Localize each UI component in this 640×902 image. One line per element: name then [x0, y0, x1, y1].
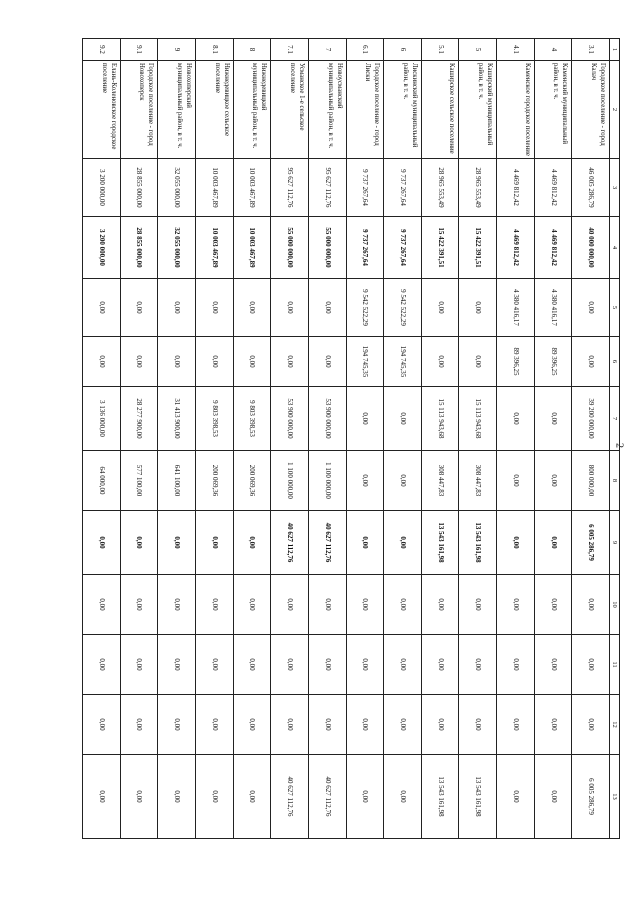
amount-cell: 28 965 553,49 — [421, 159, 459, 217]
amount-cell: 40 627 112,76 — [308, 755, 346, 839]
amount-cell: 0,00 — [271, 635, 309, 695]
amount-cell: 28 965 553,49 — [459, 159, 497, 217]
row-number-cell: 9 — [158, 39, 196, 61]
amount-cell: 0,00 — [83, 575, 121, 635]
table-row — [459, 39, 497, 839]
amount-cell: 0,00 — [308, 337, 346, 387]
amount-cell: 0,00 — [233, 337, 271, 387]
amount-cell: 0,00 — [233, 511, 271, 575]
amount-cell: 0,00 — [384, 387, 422, 451]
amount-cell: 0,00 — [158, 755, 196, 839]
amount-cell: 0,00 — [421, 575, 459, 635]
row-number-cell: 6 — [384, 39, 422, 61]
municipality-name-cell: Каменский муниципальный район, в т. ч. — [534, 61, 572, 159]
table-row — [534, 39, 572, 839]
amount-cell: 0,00 — [233, 635, 271, 695]
amount-cell: 4 380 416,17 — [497, 279, 535, 337]
amount-cell: 4 469 812,42 — [497, 217, 535, 279]
amount-cell: 0,00 — [384, 695, 422, 755]
amount-cell: 0,00 — [346, 575, 384, 635]
amount-cell: 10 003 467,89 — [195, 217, 233, 279]
amount-cell: 0,00 — [572, 279, 610, 337]
amount-cell: 6 005 286,79 — [572, 511, 610, 575]
amount-cell: 1 100 000,00 — [308, 451, 346, 511]
amount-cell: 0,00 — [497, 451, 535, 511]
budget-table — [82, 38, 620, 839]
amount-cell: 0,00 — [384, 451, 422, 511]
amount-cell: 40 627 112,76 — [308, 511, 346, 575]
amount-cell: 0,00 — [572, 337, 610, 387]
amount-cell: 0,00 — [195, 279, 233, 337]
amount-cell: 0,00 — [271, 695, 309, 755]
amount-cell: 55 000 000,00 — [271, 217, 309, 279]
column-header: 13 — [610, 755, 620, 839]
amount-cell: 0,00 — [346, 511, 384, 575]
amount-cell: 0,00 — [158, 337, 196, 387]
column-header: 8 — [610, 451, 620, 511]
municipality-name-cell: Городское поселение - город Новохоперск — [120, 61, 158, 159]
amount-cell: 0,00 — [158, 575, 196, 635]
amount-cell: 0,00 — [233, 695, 271, 755]
table-body — [83, 39, 610, 839]
municipality-name-cell: Каменское городское поселение — [497, 61, 535, 159]
amount-cell: 0,00 — [534, 387, 572, 451]
municipality-name-cell: Городское поселение - город Лиски — [346, 61, 384, 159]
amount-cell: 28 855 000,00 — [120, 159, 158, 217]
table-row — [158, 39, 196, 839]
amount-cell: 0,00 — [534, 755, 572, 839]
amount-cell: 28 277 900,00 — [120, 387, 158, 451]
amount-cell: 0,00 — [384, 755, 422, 839]
amount-cell: 0,00 — [120, 755, 158, 839]
amount-cell: 0,00 — [459, 695, 497, 755]
amount-cell: 10 003 467,89 — [233, 159, 271, 217]
row-number-cell: 8 — [233, 39, 271, 61]
amount-cell: 0,00 — [572, 575, 610, 635]
amount-cell: 10 003 467,89 — [233, 217, 271, 279]
amount-cell: 40 000 000,00 — [572, 217, 610, 279]
amount-cell: 31 413 900,00 — [158, 387, 196, 451]
header-row — [610, 39, 620, 839]
amount-cell: 55 000 000,00 — [308, 217, 346, 279]
amount-cell: 0,00 — [497, 387, 535, 451]
amount-cell: 15 422 391,51 — [421, 217, 459, 279]
amount-cell: 0,00 — [534, 451, 572, 511]
amount-cell: 0,00 — [83, 511, 121, 575]
amount-cell: 0,00 — [120, 635, 158, 695]
amount-cell: 3 136 000,00 — [83, 387, 121, 451]
row-number-cell: 4 — [534, 39, 572, 61]
municipality-name-cell: Нижнедевицкое сельское поселение — [195, 61, 233, 159]
table-row — [308, 39, 346, 839]
amount-cell: 0,00 — [346, 387, 384, 451]
column-header: 7 — [610, 387, 620, 451]
amount-cell: 0,00 — [158, 279, 196, 337]
amount-cell: 308 447,83 — [421, 451, 459, 511]
amount-cell: 9 803 398,53 — [233, 387, 271, 451]
column-header: 10 — [610, 575, 620, 635]
amount-cell: 0,00 — [120, 575, 158, 635]
amount-cell: 0,00 — [271, 279, 309, 337]
amount-cell: 0,00 — [195, 511, 233, 575]
amount-cell: 1 100 000,00 — [271, 451, 309, 511]
amount-cell: 0,00 — [158, 695, 196, 755]
table-row — [233, 39, 271, 839]
amount-cell: 0,00 — [497, 575, 535, 635]
table-row — [497, 39, 535, 839]
amount-cell: 4 469 812,42 — [534, 217, 572, 279]
row-number-cell: 3.1 — [572, 39, 610, 61]
amount-cell: 0,00 — [459, 635, 497, 695]
amount-cell: 0,00 — [308, 575, 346, 635]
amount-cell: 13 543 161,98 — [459, 511, 497, 575]
amount-cell: 13 543 161,98 — [421, 755, 459, 839]
amount-cell: 0,00 — [421, 695, 459, 755]
municipality-name-cell: Каширский муниципальный район, в т. ч. — [459, 61, 497, 159]
amount-cell: 6 005 286,79 — [572, 755, 610, 839]
amount-cell: 3 200 000,00 — [83, 217, 121, 279]
amount-cell: 0,00 — [195, 635, 233, 695]
column-header: 12 — [610, 695, 620, 755]
amount-cell: 0,00 — [497, 635, 535, 695]
amount-cell: 0,00 — [459, 575, 497, 635]
amount-cell: 0,00 — [195, 575, 233, 635]
amount-cell: 89 396,25 — [534, 337, 572, 387]
amount-cell: 0,00 — [572, 635, 610, 695]
amount-cell: 28 855 000,00 — [120, 217, 158, 279]
amount-cell: 40 627 112,76 — [271, 755, 309, 839]
amount-cell: 0,00 — [83, 337, 121, 387]
amount-cell: 0,00 — [233, 755, 271, 839]
amount-cell: 0,00 — [83, 279, 121, 337]
amount-cell: 0,00 — [308, 279, 346, 337]
amount-cell: 0,00 — [572, 695, 610, 755]
amount-cell: 0,00 — [497, 695, 535, 755]
amount-cell: 95 627 112,76 — [308, 159, 346, 217]
amount-cell: 32 055 000,00 — [158, 217, 196, 279]
amount-cell: 800 000,00 — [572, 451, 610, 511]
amount-cell: 0,00 — [271, 337, 309, 387]
amount-cell: 39 200 000,00 — [572, 387, 610, 451]
amount-cell: 0,00 — [346, 755, 384, 839]
amount-cell: 0,00 — [459, 279, 497, 337]
amount-cell: 15 113 943,68 — [421, 387, 459, 451]
amount-cell: 0,00 — [83, 635, 121, 695]
amount-cell: 95 627 112,76 — [271, 159, 309, 217]
table-row — [120, 39, 158, 839]
amount-cell: 13 543 161,98 — [459, 755, 497, 839]
amount-cell: 0,00 — [421, 635, 459, 695]
municipality-name-cell: Новохоперский муниципальный район, в т. ч. — [158, 61, 196, 159]
amount-cell: 0,00 — [120, 337, 158, 387]
page-number: 2 — [613, 443, 625, 448]
row-number-cell: 5 — [459, 39, 497, 61]
row-number-cell: 4.1 — [497, 39, 535, 61]
amount-cell: 89 396,25 — [497, 337, 535, 387]
amount-cell: 0,00 — [421, 279, 459, 337]
column-header: 4 — [610, 217, 620, 279]
table-row — [572, 39, 610, 839]
amount-cell: 194 745,35 — [384, 337, 422, 387]
amount-cell: 10 003 467,89 — [195, 159, 233, 217]
column-header: 1 — [610, 39, 620, 61]
amount-cell: 15 422 391,51 — [459, 217, 497, 279]
amount-cell: 0,00 — [158, 635, 196, 695]
table-row — [195, 39, 233, 839]
amount-cell: 64 000,00 — [83, 451, 121, 511]
amount-cell: 9 737 267,64 — [346, 217, 384, 279]
amount-cell: 53 900 000,00 — [271, 387, 309, 451]
amount-cell: 0,00 — [158, 511, 196, 575]
amount-cell: 0,00 — [120, 511, 158, 575]
amount-cell: 9 803 398,53 — [195, 387, 233, 451]
amount-cell: 0,00 — [83, 695, 121, 755]
table-row — [346, 39, 384, 839]
municipality-name-cell: Усманское 1-е сельское поселение — [271, 61, 309, 159]
budget-table-rotated — [82, 38, 620, 838]
amount-cell: 4 469 812,42 — [534, 159, 572, 217]
amount-cell: 194 745,35 — [346, 337, 384, 387]
row-number-cell: 5.1 — [421, 39, 459, 61]
amount-cell: 9 542 522,29 — [384, 279, 422, 337]
municipality-name-cell: Новоусманский муниципальный район, в т. ч. — [308, 61, 346, 159]
amount-cell: 0,00 — [233, 575, 271, 635]
row-number-cell: 7.1 — [271, 39, 309, 61]
amount-cell: 0,00 — [346, 695, 384, 755]
amount-cell: 4 380 416,17 — [534, 279, 572, 337]
column-header: 11 — [610, 635, 620, 695]
amount-cell: 0,00 — [534, 511, 572, 575]
amount-cell: 0,00 — [384, 575, 422, 635]
municipality-name-cell: Городское поселение - город Калач — [572, 61, 610, 159]
amount-cell: 9 542 522,29 — [346, 279, 384, 337]
amount-cell: 0,00 — [534, 695, 572, 755]
amount-cell: 13 543 161,98 — [421, 511, 459, 575]
amount-cell: 200 069,36 — [195, 451, 233, 511]
amount-cell: 0,00 — [83, 755, 121, 839]
column-header: 9 — [610, 511, 620, 575]
amount-cell: 0,00 — [384, 511, 422, 575]
amount-cell: 32 055 000,00 — [158, 159, 196, 217]
amount-cell: 0,00 — [384, 635, 422, 695]
amount-cell: 0,00 — [195, 755, 233, 839]
amount-cell: 0,00 — [195, 337, 233, 387]
amount-cell: 3 200 000,00 — [83, 159, 121, 217]
table-row — [421, 39, 459, 839]
amount-cell: 0,00 — [497, 755, 535, 839]
amount-cell: 200 069,36 — [233, 451, 271, 511]
amount-cell: 0,00 — [534, 635, 572, 695]
amount-cell: 53 900 000,00 — [308, 387, 346, 451]
amount-cell: 308 447,83 — [459, 451, 497, 511]
table-row — [271, 39, 309, 839]
municipality-name-cell: Елань-Коленовское городское поселение — [83, 61, 121, 159]
amount-cell: 9 737 267,64 — [384, 159, 422, 217]
amount-cell: 577 100,00 — [120, 451, 158, 511]
amount-cell: 0,00 — [497, 511, 535, 575]
row-number-cell: 9.2 — [83, 39, 121, 61]
amount-cell: 0,00 — [346, 635, 384, 695]
column-header: 6 — [610, 337, 620, 387]
amount-cell: 0,00 — [195, 695, 233, 755]
amount-cell: 641 100,00 — [158, 451, 196, 511]
row-number-cell: 6.1 — [346, 39, 384, 61]
amount-cell: 0,00 — [534, 575, 572, 635]
amount-cell: 9 737 267,64 — [346, 159, 384, 217]
amount-cell: 9 737 267,64 — [384, 217, 422, 279]
amount-cell: 15 113 943,68 — [459, 387, 497, 451]
amount-cell: 0,00 — [120, 279, 158, 337]
municipality-name-cell: Нижнедевицкий муниципальный район, в т. ч. — [233, 61, 271, 159]
amount-cell: 0,00 — [346, 451, 384, 511]
municipality-name-cell: Лискинский муниципальный район, в т. ч. — [384, 61, 422, 159]
column-header: 3 — [610, 159, 620, 217]
table-row — [83, 39, 121, 839]
amount-cell: 0,00 — [120, 695, 158, 755]
amount-cell: 0,00 — [421, 337, 459, 387]
amount-cell: 0,00 — [233, 279, 271, 337]
amount-cell: 0,00 — [271, 575, 309, 635]
row-number-cell: 8.1 — [195, 39, 233, 61]
amount-cell: 0,00 — [459, 337, 497, 387]
amount-cell: 0,00 — [308, 635, 346, 695]
column-header: 5 — [610, 279, 620, 337]
municipality-name-cell: Каширское сельское поселение — [421, 61, 459, 159]
column-header: 2 — [610, 61, 620, 159]
amount-cell: 46 005 286,79 — [572, 159, 610, 217]
table-row — [384, 39, 422, 839]
amount-cell: 0,00 — [308, 695, 346, 755]
row-number-cell: 7 — [308, 39, 346, 61]
row-number-cell: 9.1 — [120, 39, 158, 61]
amount-cell: 4 469 812,42 — [497, 159, 535, 217]
amount-cell: 40 627 112,76 — [271, 511, 309, 575]
